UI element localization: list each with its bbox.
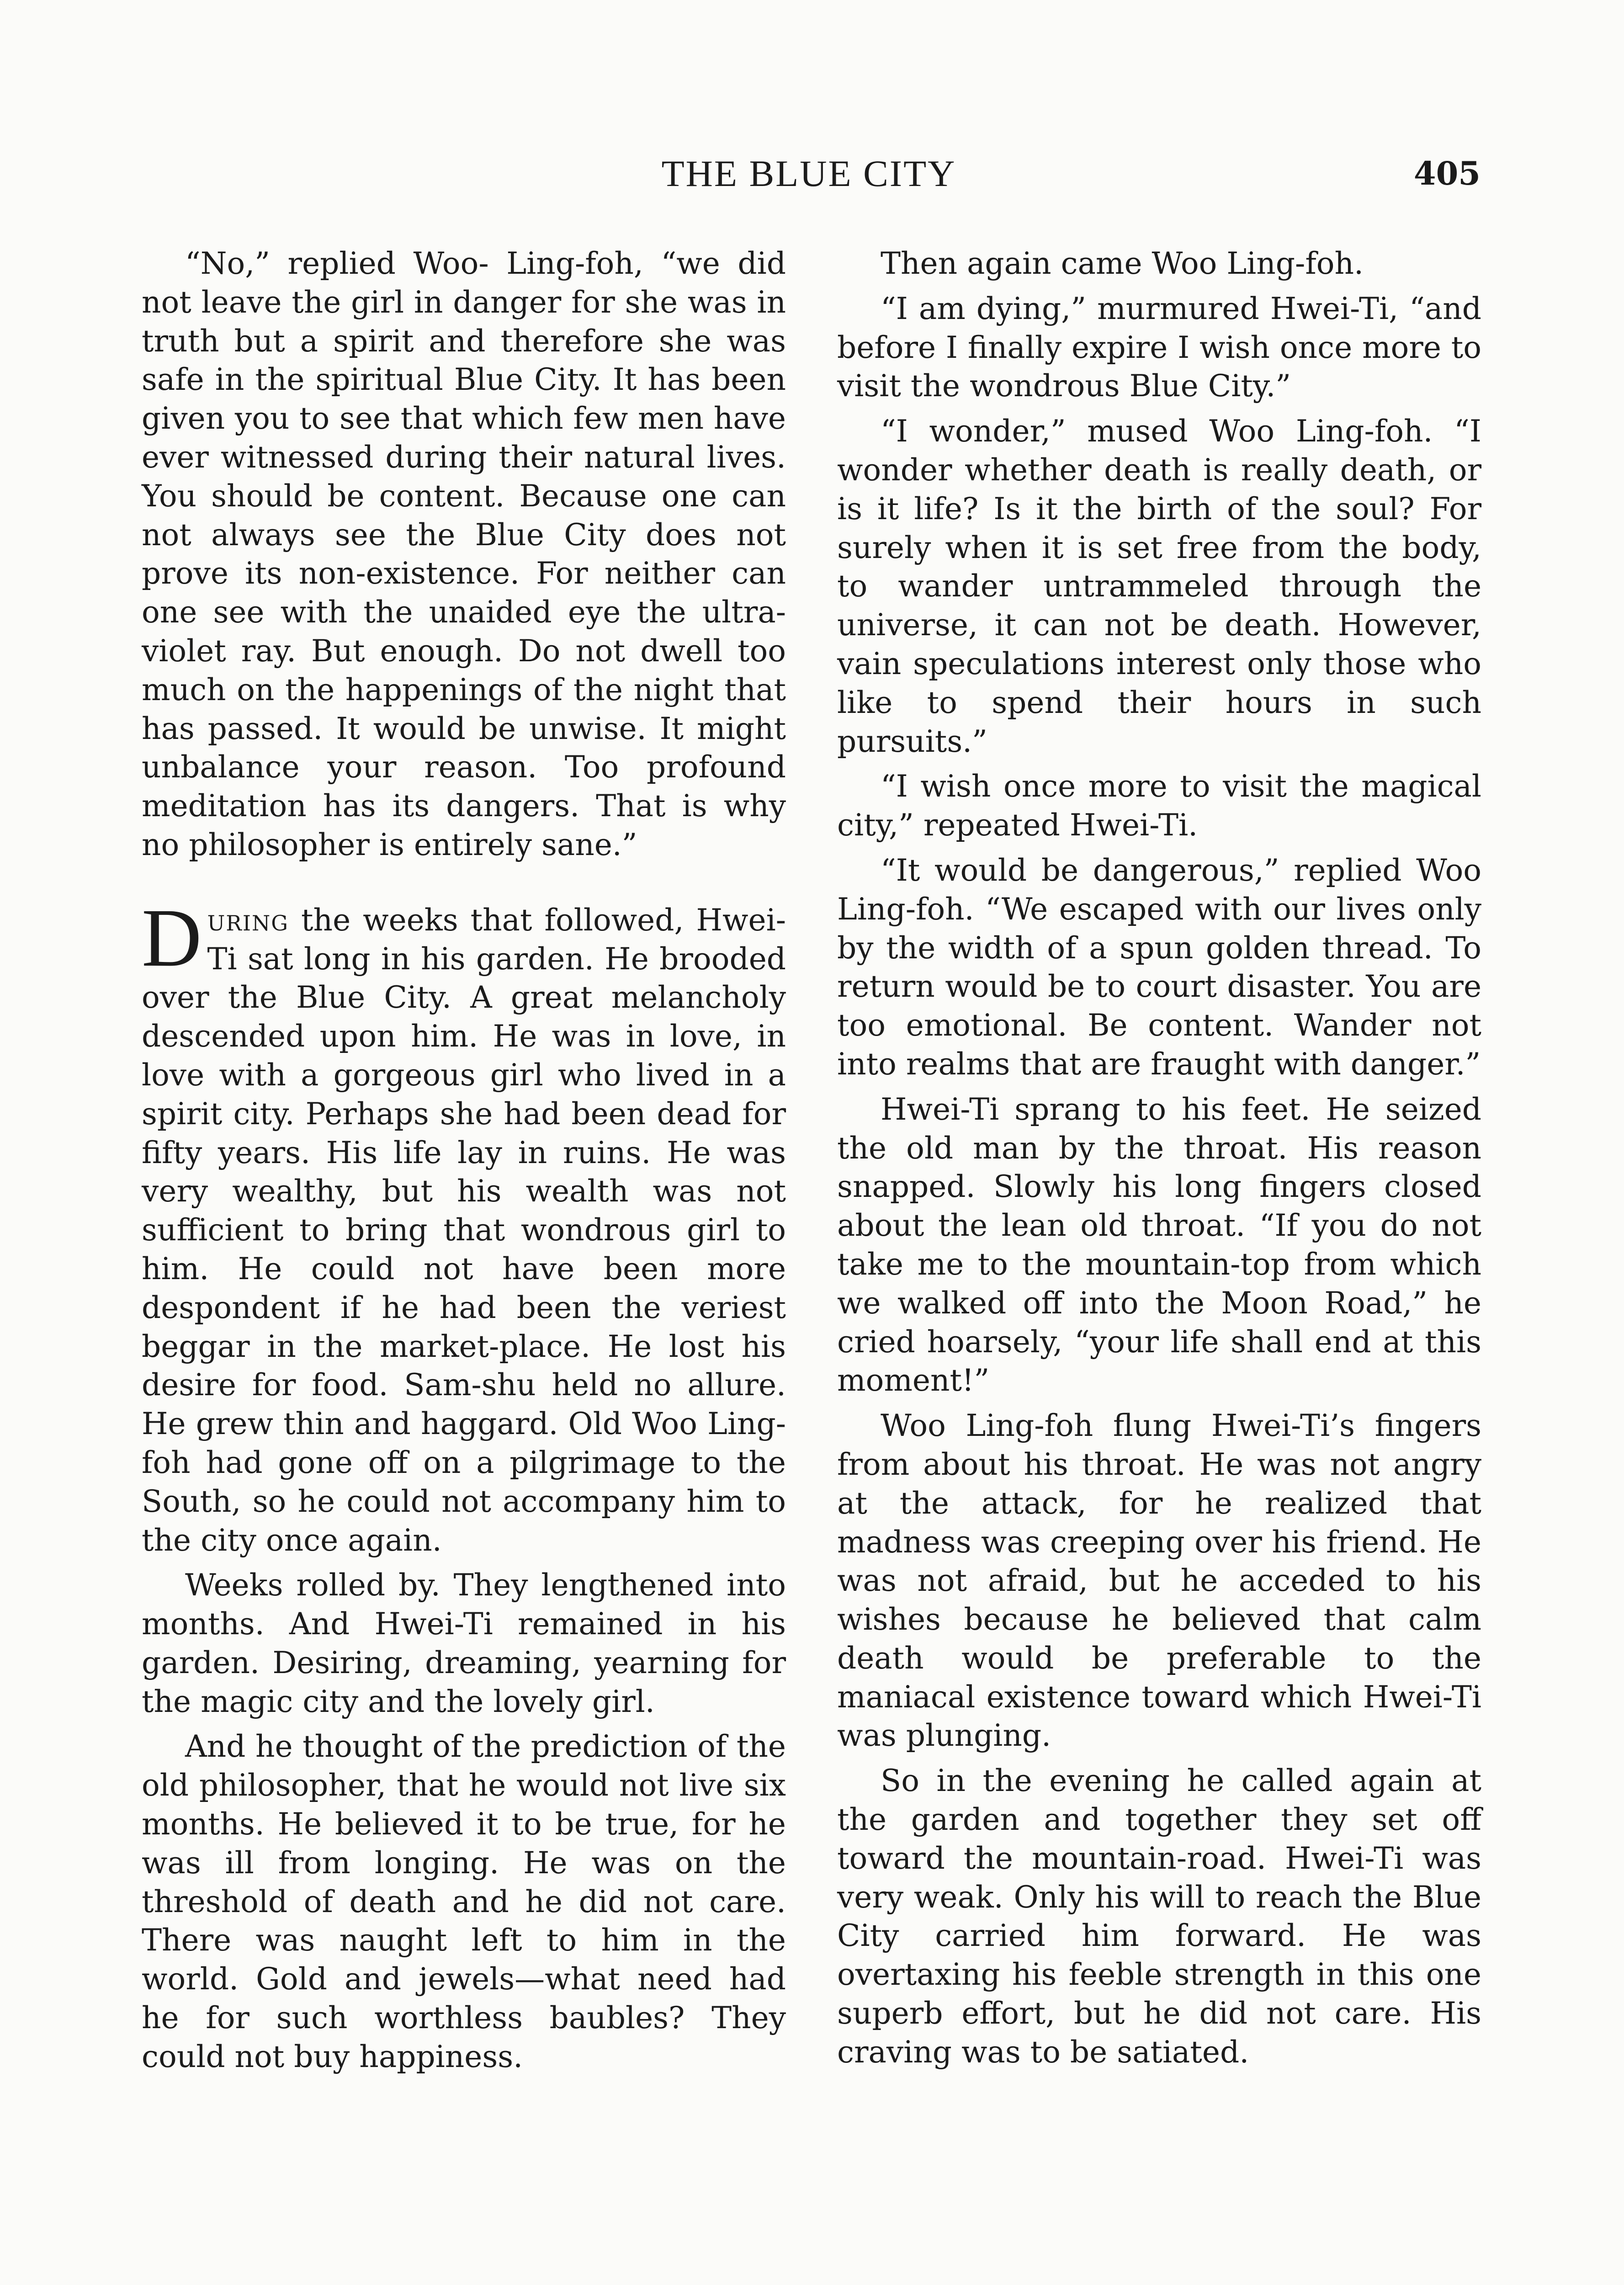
dropcap-paragraph <box>142 892 786 1560</box>
paragraph: “No,” replied Woo- Ling-foh, “we did not leave the girl in danger for she was in truth but a spirit and therefore she was safe in the spiritual Blue City. It has been given you to see that which few men have ever witnessed during their natural lives. You should be content. Because one can not always see the Blue City does not prove its non-existence. For neither can one see with the unaided eye the ultra-violet ray. But enough. Do not dwell too much on the happenings of the night that has passed. It would be unwise. It might unbalance your reason. Too profound meditation has its dangers. That is why no philosopher is entirely sane.” <box>142 246 786 862</box>
paragraph: Then again came Woo Ling-foh. <box>881 246 1364 281</box>
paragraph: Hwei-Ti sprang to his feet. He seized the old man by the throat. His reason snapped. Slowly his long fingers closed about the lean old throat. “If you do not take me to the mountain-top from which we walked off into the Moon Road,” he cried hoarsely, “your life shall end at this moment!” <box>837 1091 1481 1398</box>
paragraph: “I wish once more to visit the magical city,” repeated Hwei-Ti. <box>837 769 1481 843</box>
page-number: 405 <box>1413 154 1481 192</box>
paragraph: “It would be dangerous,” replied Woo Ling-foh. “We escaped with our lives only by the width of a spun golden thread. To return would be to court disaster. You are too emotional. Be content. Wander not into realms that are fraught with danger.” <box>837 852 1481 1082</box>
right-column <box>837 244 1481 2078</box>
left-column <box>142 244 786 2083</box>
paragraph: So in the evening he called again at the garden and together they set off toward the mountain-road. Hwei-Ti was very weak. Only his will to reach the Blue City carried him forward. He was overtaxing his feeble strength in this one superb effort, but he did not care. His craving was to be satiated. <box>837 1763 1481 2070</box>
paragraph-text: the weeks that followed, Hwei-Ti sat long in his garden. He brooded over the Blue City. A great melancholy descended upon him. He was in love, in love with a gorgeous girl who lived in a spirit city. Perhaps she had been dead for fifty years. His life lay in ruins. He was very wealthy, but his wealth was not sufficient to bring that wondrous girl to him. He could not have been more despondent if he had been the veriest beggar in the market-place. He lost his desire for food. Sam-shu held no allure. He grew thin and haggard. Old Woo Ling-foh had gone off on a pilgrimage to the South, so he could not accompany him to the city once again. <box>142 902 786 1558</box>
drop-cap: D <box>142 892 202 984</box>
paragraph: And he thought of the prediction of the old philosopher, that he would not live six months. He believed it to be true, for he was ill from longing. He was on the threshold of death and he did not care. There was naught left to him in the world. Gold and jewels—what need had he for such worthless baubles? They could not buy happiness. <box>142 1729 786 2074</box>
running-title: THE BLUE CITY <box>661 153 956 194</box>
paragraph: “I wonder,” mused Woo Ling-foh. “I wonder whether death is really death, or is it life? Is it the birth of the soul? For surely when it is set free from the body, to wander untrammeled through the universe, it can not be death. However, vain speculations interest only those who like to spend their hours in such pursuits.” <box>837 414 1481 759</box>
page-header <box>137 151 1481 201</box>
paragraph: Woo Ling-foh flung Hwei-Ti’s fingers from about his throat. He was not angry at the attack, for he realized that madness was creeping over his friend. He was not afraid, but he acceded to his wishes because he believed that calm death would be preferable to the maniacal existence toward which Hwei-Ti was plunging. <box>837 1408 1481 1754</box>
paragraph: “I am dying,” murmured Hwei-Ti, “and before I finally expire I wish once more to visit the wondrous Blue City.” <box>837 291 1481 404</box>
paragraph: Weeks rolled by. They lengthened into months. And Hwei-Ti remained in his garden. Desiring, dreaming, yearning for the magic city and the lovely girl. <box>142 1568 786 1719</box>
small-caps-lead: uring <box>207 902 289 938</box>
